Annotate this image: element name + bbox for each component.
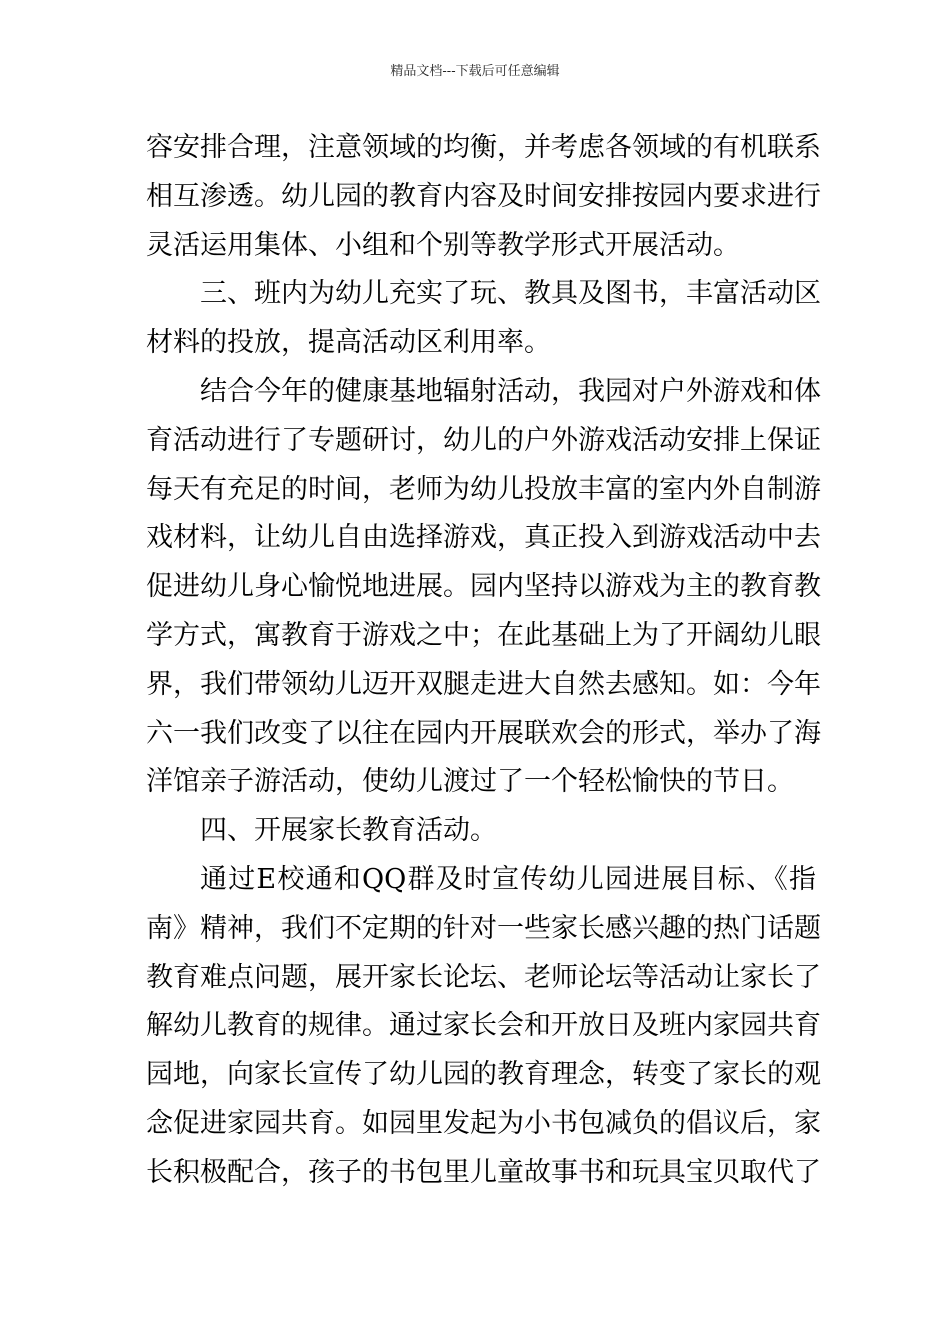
text-line: 园地，向家长宣传了幼儿园的教育理念，转变了家长的观 <box>146 1059 821 1091</box>
text-line: 念促进家园共育。如园里发起为小书包减负的倡议后，家 <box>146 1107 821 1139</box>
text-line: 四、开展家长教育活动。 <box>200 815 497 847</box>
text-line: 解幼儿教育的规律。通过家长会和开放日及班内家园共育 <box>146 1010 821 1042</box>
text-line: 容安排合理，注意领域的均衡，并考虑各领域的有机联系 <box>146 132 821 163</box>
text-line: 灵活运用集体、小组和个别等教学形式开展活动。 <box>146 229 740 261</box>
text-line: 学方式，寓教育于游戏之中；在此基础上为了开阔幼儿眼 <box>146 619 821 651</box>
text-line: 材料的投放，提高活动区利用率。 <box>146 327 551 359</box>
text-line: 每天有充足的时间，老师为幼儿投放丰富的室内外自制游 <box>146 473 821 505</box>
text-line: 育活动进行了专题研讨，幼儿的户外游戏活动安排上保证 <box>146 424 821 456</box>
text-line: 洋馆亲子游活动，使幼儿渡过了一个轻松愉快的节日。 <box>146 766 794 798</box>
text-line: 促进幼儿身心愉悦地进展。园内坚持以游戏为主的教育教 <box>146 571 821 603</box>
text-line: 三、班内为幼儿充实了玩、教具及图书，丰富活动区 <box>200 278 821 310</box>
text-line: 相互渗透。幼儿园的教育内容及时间安排按园内要求进行 <box>146 180 821 212</box>
text-line: 界，我们带领幼儿迈开双腿走进大自然去感知。如：今年 <box>146 668 821 700</box>
page-header-watermark: 精品文档---下载后可任意编辑 <box>390 64 560 79</box>
text-line: 通过E校通和QQ群及时宣传幼儿园进展目标、《指 <box>200 863 816 895</box>
text-line: 教育难点问题，展开家长论坛、老师论坛等活动让家长了 <box>146 961 821 993</box>
text-line: 戏材料，让幼儿自由选择游戏，真正投入到游戏活动中去 <box>146 522 821 554</box>
document-body <box>146 124 821 1198</box>
text-line: 结合今年的健康基地辐射活动，我园对户外游戏和体 <box>200 375 821 407</box>
text-line: 六一我们改变了以往在园内开展联欢会的形式，举办了海 <box>146 717 821 749</box>
text-line: 长积极配合，孩子的书包里儿童故事书和玩具宝贝取代了 <box>146 1156 821 1188</box>
text-line: 南》精神，我们不定期的针对一些家长感兴趣的热门话题 <box>146 912 821 944</box>
